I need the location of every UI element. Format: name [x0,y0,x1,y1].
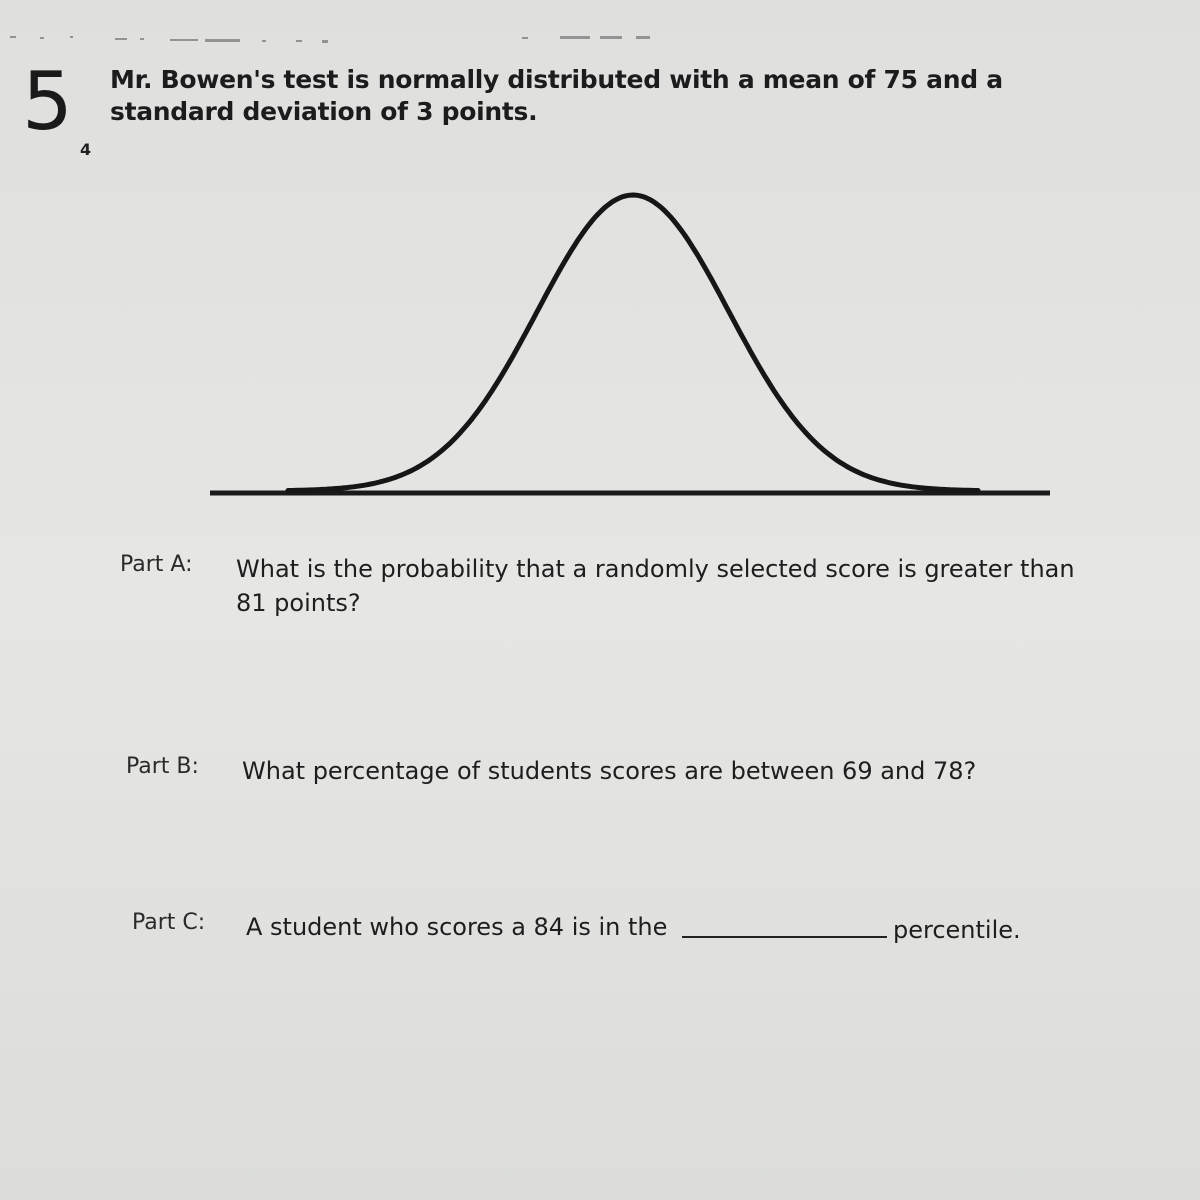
part-c-suffix: percentile. [893,916,1021,944]
part-b-label: Part B: [126,754,199,779]
normal-distribution-curve [200,180,1060,510]
part-c-label: Part C: [132,910,206,935]
bell-curve-path [288,195,978,491]
top-edge-marks [0,22,1200,52]
part-c-question: A student who scores a 84 is in the [246,913,668,941]
answer-blank[interactable] [682,936,887,938]
part-b-question: What percentage of students scores are between 69 and 78? [242,757,977,785]
question-number-subscript: 4 [80,140,92,159]
question-number: 5 [22,55,73,148]
part-a-question: What is the probability that a randomly selected score is greater than 81 points? [236,555,1075,617]
question-prompt: Mr. Bowen's test is normally distributed with a mean of 75 and a standard deviation of 3 points. [110,65,1003,126]
part-a-label: Part A: [120,552,193,577]
